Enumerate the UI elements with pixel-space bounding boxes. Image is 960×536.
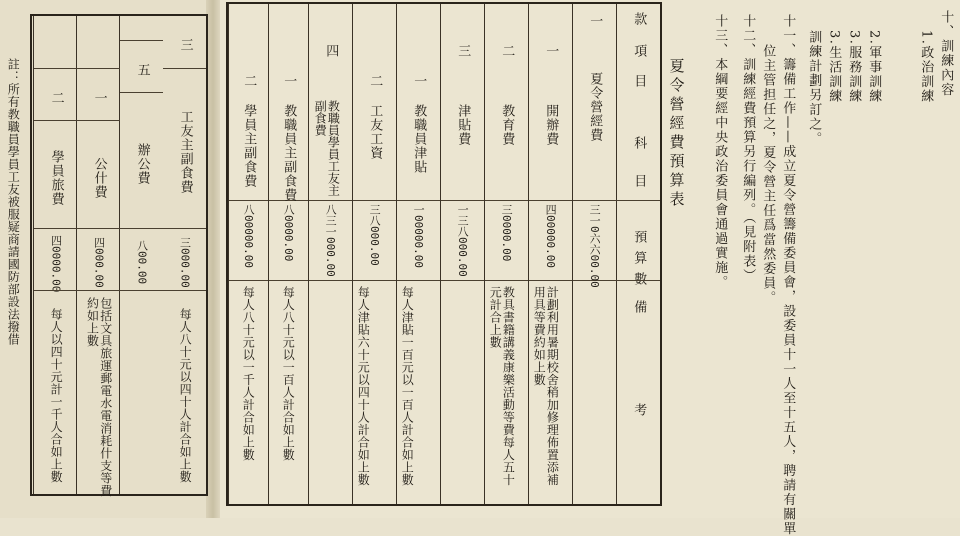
budget-item: 教職員津貼 [411,104,427,174]
section-heading: 十、訓練內容 [938,10,954,97]
kuan-number: 一 [587,14,603,28]
budget-remark: 計劃利用暑期校舍稍加修理佈置添補用具等費約如上數 [532,286,560,486]
item-number: 五 [134,62,150,77]
budget-col-kaiban [528,4,572,504]
header-remark: 備考 [631,300,647,506]
budget-remark: 每人津貼一百元以一百人計合如上數 [400,286,415,486]
budget-item: 教職員學員工友主副食費 [313,100,341,196]
training-item-services: 3.服務訓練 [846,30,862,104]
budget-col-zhufushi [308,4,352,504]
item-number: 三 [177,38,193,52]
xiang-number: 四 [323,44,339,58]
text-line-11: 十一、籌備工作——成立夏令營籌備委員會，設委員十一人至十五人，聘請有關單 [780,14,796,536]
item-remark: 每人以四十元計一千人合如上數 [49,308,64,483]
budget-amount: 八00000.00 [242,204,256,268]
budget-remark: 每人八十元以一百人計合如上數 [281,286,296,461]
budget-remark: 每人津貼六十元以四十人計合如上數 [356,286,371,486]
budget-col-xueyuan-shi [228,4,268,504]
header-xiang: 項 [631,44,647,58]
training-item-2: 2.軍事訓練 [866,30,882,104]
budget-col-jintie [440,4,484,504]
budget-amount: 一三八000.00 [456,204,470,277]
left-budget-table [30,14,208,496]
item-number: 一 [91,90,107,105]
mu-number: 二 [367,74,383,88]
training-plan: 訓練計劃另訂之。 [806,30,822,146]
budget-remark: 每人八十元以一千人計合如上數 [241,286,256,461]
budget-col-kuan-1 [572,4,616,504]
budget-amount: 三一0六六00.00 [588,204,602,288]
text-line-12: 十二、訓練經費預算另行編列。（見附表） [740,14,756,283]
xiang-number: 三 [455,44,471,58]
mu-number: 一 [281,74,297,88]
budget-remark: 教具書籍講義康樂活動等費每人五十元計合上數 [488,286,516,486]
mu-number: 一 [411,74,427,88]
budget-item: 夏令營經費 [587,72,603,142]
item-amount: 八00.00 [135,240,149,285]
budget-amount: 三八000.00 [368,204,382,266]
budget-amount: 四00000.00 [544,204,558,268]
text-line-11b: 位主管担任之，夏令營主任爲當然委員。 [760,44,776,305]
item-remark: 包括文具旅運郵電水電消耗什支等費約如上數 [85,297,113,497]
budget-col-jiaozhiyuan-shi [268,4,308,504]
footnote: 註：所有教職員學員工友被服疑商請國防部設法撥借 [6,58,21,346]
budget-item: 工友工資 [367,104,383,160]
budget-item: 津貼費 [455,104,471,146]
budget-col-gongyou-gongzi [352,4,396,504]
item-number: 二 [48,90,64,105]
item-remark: 每人八十元以四十人計合如上數 [178,308,193,483]
item-name: 工友主副食費 [177,109,193,194]
header-mu: 目 [631,74,647,88]
budget-item: 教職員主副食費 [281,104,297,202]
page-gutter [206,0,220,518]
left-table-col-4 [33,16,77,494]
budget-amount: 三0000.00 [500,204,514,262]
budget-item: 教育費 [499,104,515,146]
training-item-1: 1.政治訓練 [918,30,934,104]
item-amount: 四0000.00 [49,235,63,293]
item-amount: 四000.00 [92,237,106,288]
left-table-col-3 [76,16,120,497]
item-name: 學員旅費 [48,149,64,206]
header-ke: 科 [631,136,647,150]
item-name: 公什費 [91,156,107,199]
budget-amount: 一00000.00 [412,204,426,268]
budget-item: 開辦費 [543,104,559,146]
header-amount: 預算數 [631,230,647,293]
budget-amount: 八0000.00 [282,204,296,262]
left-table-col-1 [163,16,206,494]
budget-item: 學員主副食費 [241,104,257,188]
budget-amount: 八三一000.00 [324,204,338,277]
budget-col-jiaozhiyuan-jintie [396,4,440,504]
left-table-col-2 [119,16,163,494]
main-budget-table [226,2,662,506]
header-kuan: 款 [631,12,647,26]
mu-number: 二 [241,74,257,88]
xiang-number: 一 [543,44,559,58]
text-line-13: 十三、本綱要經中央政治委員會通過實施。 [712,14,728,290]
header-column [616,4,660,504]
item-name: 辦公費 [134,142,150,185]
training-item-3: 3.生活訓練 [826,30,842,104]
table-title: 夏令營經費預算表 [667,58,686,210]
header-mu2: 目 [631,174,647,188]
budget-col-jiaoyu [484,4,528,504]
xiang-number: 二 [499,44,515,58]
item-amount: 三000.00 [178,237,192,288]
